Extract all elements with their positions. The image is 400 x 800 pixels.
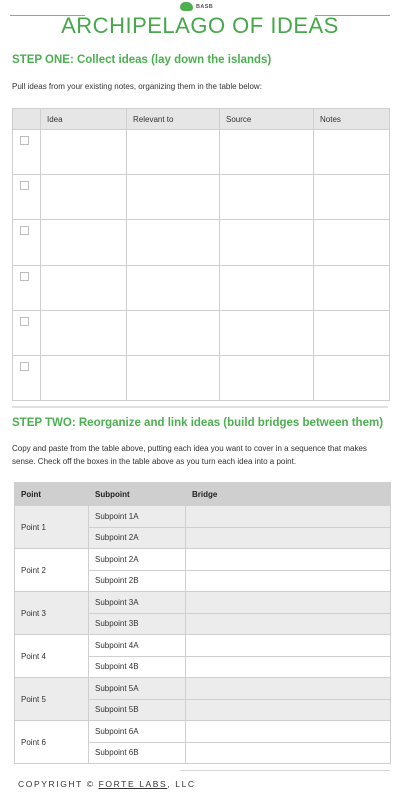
- bridge-cell[interactable]: [186, 592, 391, 614]
- column-header-subpoint: Subpoint: [89, 483, 186, 506]
- subpoint-cell: Subpoint 2B: [89, 570, 186, 592]
- table-row: [13, 310, 390, 355]
- subpoint-cell: Subpoint 4A: [89, 635, 186, 657]
- section-divider: [12, 406, 388, 408]
- bridge-cell[interactable]: [186, 613, 391, 635]
- column-header-point: Point: [15, 483, 89, 506]
- point-cell: Point 6: [15, 721, 89, 764]
- point-cell: Point 1: [15, 506, 89, 549]
- notes-cell[interactable]: [314, 265, 390, 310]
- ideas-table-header: [13, 109, 390, 130]
- logo-text: BASB: [196, 3, 214, 10]
- idea-checkbox[interactable]: [20, 226, 29, 235]
- subpoint-cell: Subpoint 2A: [89, 549, 186, 571]
- idea-checkbox[interactable]: [20, 136, 29, 145]
- table-row: [13, 265, 390, 310]
- logo: [180, 2, 213, 11]
- copyright-suffix: , LLC: [167, 779, 196, 789]
- bridge-cell[interactable]: [186, 549, 391, 571]
- idea-cell[interactable]: [41, 355, 127, 400]
- checkbox-cell: [13, 265, 41, 310]
- point-cell: Point 5: [15, 678, 89, 721]
- subpoint-cell: Subpoint 4B: [89, 656, 186, 678]
- idea-checkbox[interactable]: [20, 181, 29, 190]
- notes-cell[interactable]: [314, 310, 390, 355]
- subpoint-cell: Subpoint 1A: [89, 506, 186, 528]
- bridge-cell[interactable]: [186, 678, 391, 700]
- idea-cell[interactable]: [41, 220, 127, 265]
- table-row: [13, 175, 390, 220]
- points-table-header: [15, 483, 391, 506]
- table-row: [13, 355, 390, 400]
- subpoint-cell: Subpoint 5A: [89, 678, 186, 700]
- table-row: [15, 549, 391, 571]
- leaf-icon: [180, 2, 193, 11]
- subpoint-cell: Subpoint 6B: [89, 742, 186, 764]
- bridge-cell[interactable]: [186, 506, 391, 528]
- table-row: [15, 635, 391, 657]
- notes-cell[interactable]: [314, 130, 390, 175]
- step-two-instructions: Copy and paste from the table above, putting each idea you want to cover in a sequence that makes sense. Check off the boxes in the table above as you turn each idea into a point.: [12, 444, 367, 466]
- idea-checkbox[interactable]: [20, 317, 29, 326]
- subpoint-cell: Subpoint 3A: [89, 592, 186, 614]
- checkbox-cell: [13, 355, 41, 400]
- point-cell: Point 2: [15, 549, 89, 592]
- notes-cell[interactable]: [314, 220, 390, 265]
- source-cell[interactable]: [220, 310, 314, 355]
- copyright-prefix: COPYRIGHT ©: [18, 779, 99, 789]
- point-cell: Point 3: [15, 592, 89, 635]
- table-row: [13, 130, 390, 175]
- step-two-heading: STEP TWO: Reorganize and link ideas (build bridges between them): [12, 417, 384, 429]
- point-cell: Point 4: [15, 635, 89, 678]
- notes-cell[interactable]: [314, 175, 390, 220]
- step-one-heading: STEP ONE: Collect ideas (lay down the islands): [12, 54, 272, 66]
- table-row: [13, 220, 390, 265]
- checkbox-cell: [13, 310, 41, 355]
- table-row: [15, 592, 391, 614]
- table-row: [15, 678, 391, 700]
- subpoint-cell: Subpoint 6A: [89, 721, 186, 743]
- idea-cell[interactable]: [41, 265, 127, 310]
- table-row: [15, 721, 391, 743]
- source-cell[interactable]: [220, 355, 314, 400]
- relevant-to-cell[interactable]: [127, 130, 220, 175]
- bridge-cell[interactable]: [186, 570, 391, 592]
- column-header-bridge: Bridge: [186, 483, 391, 506]
- page-title: ARCHIPELAGO OF IDEAS: [61, 13, 339, 38]
- source-cell[interactable]: [220, 175, 314, 220]
- idea-cell[interactable]: [41, 310, 127, 355]
- subpoint-cell: Subpoint 5B: [89, 699, 186, 721]
- subpoint-cell: Subpoint 3B: [89, 613, 186, 635]
- subpoint-cell: Subpoint 2A: [89, 527, 186, 549]
- idea-checkbox[interactable]: [20, 272, 29, 281]
- forte-labs-link[interactable]: FORTE LABS: [98, 779, 168, 789]
- idea-cell[interactable]: [41, 130, 127, 175]
- points-table: [14, 482, 391, 764]
- bridge-cell[interactable]: [186, 699, 391, 721]
- relevant-to-cell[interactable]: [127, 310, 220, 355]
- column-header-check: [13, 109, 41, 130]
- column-header-relevant-to: Relevant to: [127, 109, 220, 130]
- footer-copyright: [18, 779, 196, 789]
- notes-cell[interactable]: [314, 355, 390, 400]
- checkbox-cell: [13, 130, 41, 175]
- source-cell[interactable]: [220, 265, 314, 310]
- idea-cell[interactable]: [41, 175, 127, 220]
- checkbox-cell: [13, 175, 41, 220]
- bridge-cell[interactable]: [186, 527, 391, 549]
- column-header-notes: Notes: [314, 109, 390, 130]
- relevant-to-cell[interactable]: [127, 265, 220, 310]
- relevant-to-cell[interactable]: [127, 175, 220, 220]
- column-header-idea: Idea: [41, 109, 127, 130]
- relevant-to-cell[interactable]: [127, 355, 220, 400]
- source-cell[interactable]: [220, 130, 314, 175]
- idea-checkbox[interactable]: [20, 362, 29, 371]
- relevant-to-cell[interactable]: [127, 220, 220, 265]
- step-one-instructions: Pull ideas from your existing notes, organizing them in the table below:: [12, 82, 262, 91]
- checkbox-cell: [13, 220, 41, 265]
- bridge-cell[interactable]: [186, 635, 391, 657]
- source-cell[interactable]: [220, 220, 314, 265]
- footer-rule: [180, 770, 390, 771]
- column-header-source: Source: [220, 109, 314, 130]
- bridge-cell[interactable]: [186, 721, 391, 743]
- bridge-cell[interactable]: [186, 656, 391, 678]
- page-header: [0, 0, 400, 40]
- bridge-cell[interactable]: [186, 742, 391, 764]
- ideas-table: [12, 108, 390, 401]
- table-row: [15, 506, 391, 528]
